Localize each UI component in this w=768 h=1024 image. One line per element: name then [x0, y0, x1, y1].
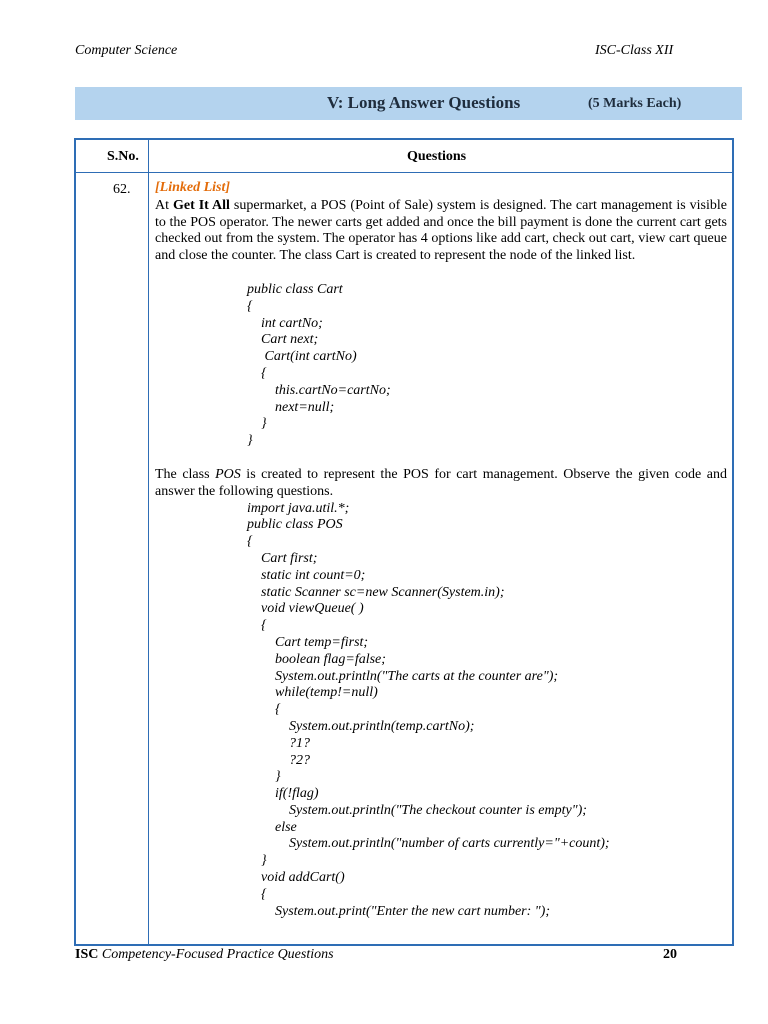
header-divider [76, 172, 732, 173]
question-topic: [Linked List] [155, 180, 231, 195]
footer-subtitle: Competency-Focused Practice Questions [98, 947, 334, 962]
section-banner [75, 87, 742, 120]
section-title: V: Long Answer Questions [327, 93, 521, 112]
page-number: 20 [663, 947, 677, 962]
para2-pre: The class [155, 466, 216, 482]
store-name: Get It All [172, 197, 230, 213]
intro-post: supermarket, a POS (Point of Sale) system is designed. The cart management is visible to the POS operator. The newer carts get added and once the bill payment is done the current cart gets checked out from the system. The operator has 4 options like add cart, check out cart, view cart queue and close the counter. The class Cart is created to represent the node of the linked list. [155, 197, 728, 264]
question-number: 62. [113, 182, 131, 197]
intro-pre: At [155, 197, 173, 213]
header-class: ISC-Class XII [595, 43, 674, 58]
question-cell [155, 180, 727, 920]
question-para2 [155, 467, 727, 501]
code-pos-class: import java.util.*; public class POS { Cart first; static int count=0; static Scanner sc=new Scanner(System.in); void viewQueue( ) { Cart temp=first; boolean flag=false; System.out.println("The carts at the counter are"); while(temp!=null) { System.out.println(temp.cartNo); ?1? ?2? } if(!flag) System.out.println("The checkout counter is empty"); else System.out.println("number of carts currently="+count); } void addCart() { System.out.print("Enter the new cart number: "); [247, 500, 610, 919]
header-sno: S.No. [107, 149, 139, 164]
footer-isc: ISC [75, 947, 99, 962]
header-subject: Computer Science [75, 43, 178, 58]
class-name: POS [215, 466, 241, 482]
questions-table [74, 138, 734, 946]
footer-title [75, 947, 334, 963]
question-intro [155, 198, 727, 265]
header-questions: Questions [407, 149, 467, 164]
section-marks: (5 Marks Each) [588, 96, 682, 111]
column-divider [148, 140, 149, 944]
para2-post: is created to represent the POS for cart management. Observe the given code and answer the following questions. [155, 466, 727, 499]
code-cart-class: public class Cart { int cartNo; Cart next; Cart(int cartNo) { this.cartNo=cartNo; next=null; } } [247, 281, 391, 449]
